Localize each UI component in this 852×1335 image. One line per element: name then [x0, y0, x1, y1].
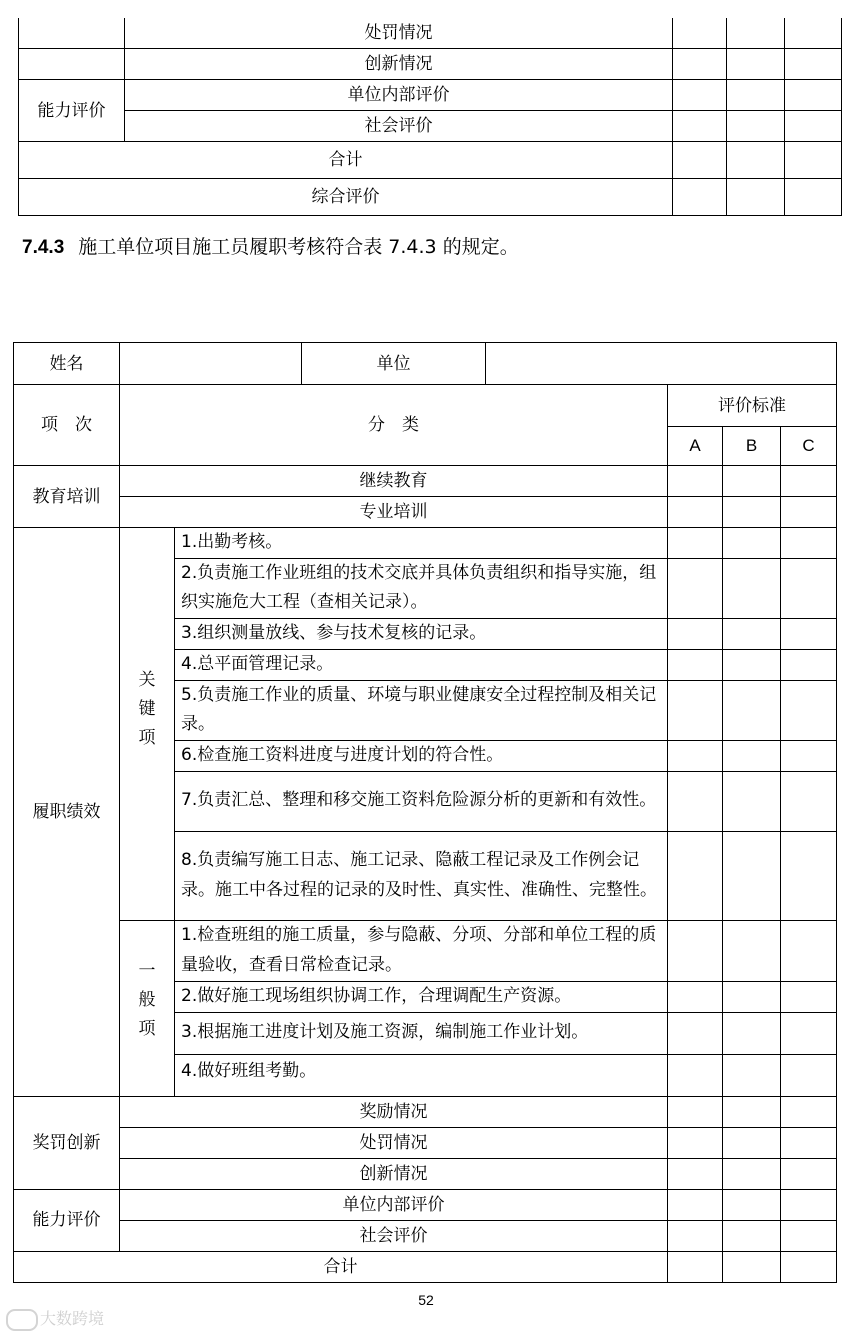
category-cell: 处罚情况: [125, 18, 673, 49]
key-item: 2.负责施工作业班组的技术交底并具体负责组织和指导实施，组织实施危大工程（查相关记录）。: [175, 558, 668, 618]
overall-row-label: 综合评价: [19, 179, 673, 216]
key-item: 3.组织测量放线、参与技术复核的记录。: [175, 618, 668, 649]
ability-label: 能力评价: [14, 1189, 120, 1251]
name-label: 姓名: [14, 343, 120, 385]
education-item: 专业培训: [120, 497, 668, 528]
key-item: 4.总平面管理记录。: [175, 649, 668, 680]
key-items-label: [120, 528, 175, 921]
key-item: 1.出勤考核。: [175, 528, 668, 559]
category-cell: 创新情况: [125, 49, 673, 80]
grade-c-header: C: [781, 427, 837, 466]
general-item: 4.做好班组考勤。: [175, 1054, 668, 1096]
reward-label: 奖罚创新: [14, 1096, 120, 1189]
unit-value: [486, 343, 837, 385]
section-heading: [22, 230, 519, 265]
category-header: 分 类: [120, 385, 668, 466]
education-item: 继续教育: [120, 466, 668, 497]
category-cell: 社会评价: [125, 111, 673, 142]
general-item: 2.做好施工现场组织协调工作，合理调配生产资源。: [175, 981, 668, 1012]
previous-assessment-table: [18, 18, 842, 216]
total-label: 合计: [14, 1251, 668, 1282]
watermark-text: 大数跨境: [40, 1309, 105, 1328]
education-label: 教育培训: [14, 466, 120, 528]
performance-label: 履职绩效: [14, 528, 120, 1097]
empty-cell: [19, 18, 125, 49]
category-cell: 单位内部评价: [125, 80, 673, 111]
ability-item: 单位内部评价: [120, 1189, 668, 1220]
page-number: 52: [418, 1292, 434, 1308]
reward-item: 创新情况: [120, 1158, 668, 1189]
name-value: [120, 343, 302, 385]
unit-label: 单位: [302, 343, 486, 385]
total-row-label: 合计: [19, 142, 673, 179]
group-label: 能力评价: [19, 80, 125, 142]
general-item: 1.检查班组的施工质量，参与隐蔽、分项、分部和单位工程的质量验收，查看日常检查记录。: [175, 920, 668, 981]
reward-item: 处罚情况: [120, 1127, 668, 1158]
ability-item: 社会评价: [120, 1220, 668, 1251]
key-item: 7.负责汇总、整理和移交施工资料危险源分析的更新和有效性。: [175, 771, 668, 831]
item-header: 项 次: [14, 385, 120, 466]
key-item: 5.负责施工作业的质量、环境与职业健康安全过程控制及相关记录。: [175, 680, 668, 740]
key-item: 6.检查施工资料进度与进度计划的符合性。: [175, 740, 668, 771]
general-items-label-text: 一般项: [138, 960, 156, 1039]
grade-b-header: B: [723, 427, 781, 466]
general-items-label: [120, 920, 175, 1096]
general-item: 3.根据施工进度计划及施工资源，编制施工作业计划。: [175, 1012, 668, 1054]
section-number: 7.4.3: [22, 237, 65, 258]
reward-item: 奖励情况: [120, 1096, 668, 1127]
assessment-table: [13, 342, 837, 1283]
watermark: [6, 1306, 104, 1331]
standard-header: 评价标准: [668, 385, 837, 427]
grade-a-header: A: [668, 427, 723, 466]
key-items-label-text: 关键项: [138, 670, 156, 748]
watermark-logo-icon: [6, 1309, 38, 1331]
section-text: 施工单位项目施工员履职考核符合表 7.4.3 的规定。: [78, 236, 519, 258]
key-item: 8.负责编写施工日志、施工记录、隐蔽工程记录及工作例会记录。施工中各过程的记录的及时性、真实性、准确性、完整性。: [175, 831, 668, 920]
